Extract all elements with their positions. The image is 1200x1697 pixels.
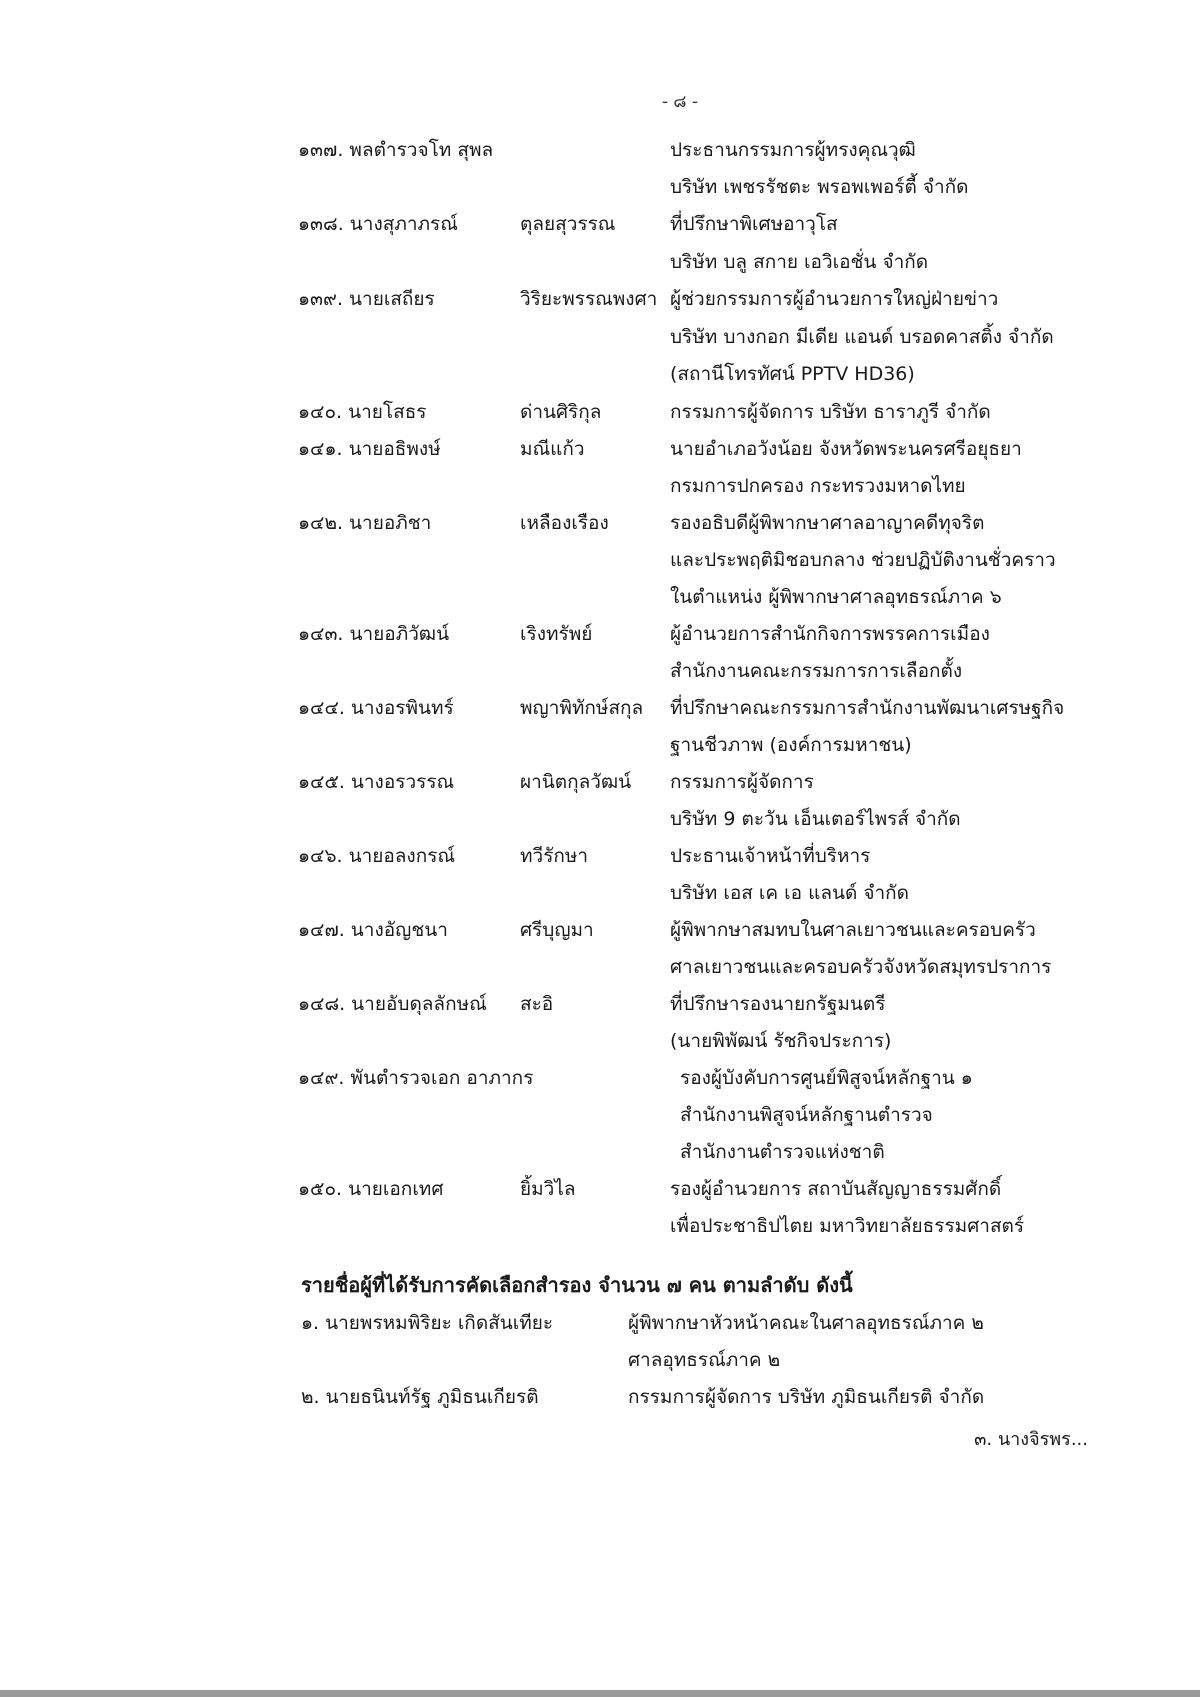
position-line: รองผู้บังคับการศูนย์พิสูจน์หลักฐาน ๑ bbox=[680, 1067, 973, 1089]
list-item-continuation bbox=[0, 355, 1200, 393]
position-line: (นายพิพัฒน์ รัชกิจประการ) bbox=[670, 1030, 892, 1052]
position-line: ที่ปรึกษารองนายกรัฐมนตรี bbox=[670, 993, 886, 1015]
person-surname: ด่านศิริกุล bbox=[520, 401, 602, 423]
continuation-marker: ๓. นางจิรพร... bbox=[974, 1429, 1088, 1450]
person-name: ๑๔๑. นายอธิพงษ์ bbox=[298, 438, 441, 460]
person-surname: พญาพิทักษ์สกุล bbox=[520, 697, 644, 719]
list-item-continuation bbox=[0, 1207, 1200, 1245]
position-line: ผู้อำนวยการสำนักกิจการพรรคการเมือง bbox=[670, 623, 990, 645]
position-line: กรรมการผู้จัดการ bbox=[670, 771, 814, 793]
person-name: ๑๔๔. นางอรพินทร์ bbox=[298, 697, 454, 719]
alternates-heading: รายชื่อผู้ที่ได้รับการคัดเลือกสำรอง จำนวน ๗ คน ตามลำดับ ดังนี้ bbox=[301, 1273, 853, 1297]
person-surname: ยิ้มวิไล bbox=[520, 1178, 576, 1200]
list-item-continuation bbox=[0, 800, 1200, 838]
position-line: บริษัท 9 ตะวัน เอ็นเตอร์ไพรส์ จำกัด bbox=[670, 808, 961, 830]
position-line: สำนักงานพิสูจน์หลักฐานตำรวจ bbox=[680, 1104, 933, 1126]
list-item-continuation bbox=[0, 1133, 1200, 1171]
person-name: ๑๔๙. พันตำรวจเอก อาภากร bbox=[298, 1067, 534, 1089]
person-surname: สะอิ bbox=[520, 993, 554, 1015]
position-line: ศาลเยาวชนและครอบครัวจังหวัดสมุทรปราการ bbox=[670, 956, 1052, 978]
position-line: ผู้ช่วยกรรมการผู้อำนวยการใหญ่ฝ่ายข่าว bbox=[670, 288, 999, 310]
position-line: บริษัท เพชรรัชตะ พรอพเพอร์ตี้ จำกัด bbox=[670, 176, 969, 198]
alternate-item bbox=[0, 1304, 1200, 1342]
person-name: ๑๕๐. นายเอกเทศ bbox=[298, 1178, 444, 1200]
position-line: กรมการปกครอง กระทรวงมหาดไทย bbox=[670, 475, 966, 497]
position-line: รองอธิบดีผู้พิพากษาศาลอาญาคดีทุจริต bbox=[670, 512, 985, 534]
person-surname: ศรีบุญมา bbox=[520, 919, 594, 941]
list-item-continuation bbox=[0, 541, 1200, 579]
list-item bbox=[0, 615, 1200, 653]
position-line: (สถานีโทรทัศน์ PPTV HD36) bbox=[670, 363, 915, 385]
position-line: ที่ปรึกษาพิเศษอาวุโส bbox=[670, 213, 838, 235]
person-name: ๑๔๓. นายอภิวัฒน์ bbox=[298, 623, 450, 645]
person-surname: เหลืองเรือง bbox=[520, 512, 609, 534]
list-item bbox=[0, 205, 1200, 243]
position-line: บริษัท บลู สกาย เอวิเอชั่น จำกัด bbox=[670, 251, 929, 273]
list-item bbox=[0, 985, 1200, 1023]
position-line: และประพฤติมิชอบกลาง ช่วยปฏิบัติงานชั่วคราว bbox=[670, 549, 1056, 571]
person-surname: ทวีรักษา bbox=[520, 845, 589, 867]
position-line: ในตำแหน่ง ผู้พิพากษาศาลอุทธรณ์ภาค ๖ bbox=[670, 586, 1002, 608]
position-line: รองผู้อำนวยการ สถาบันสัญญาธรรมศักดิ์ bbox=[670, 1178, 1002, 1200]
person-name: ๑๓๘. นางสุภาภรณ์ bbox=[298, 213, 458, 235]
person-name: ๑๔๘. นายอับดุลลักษณ์ bbox=[298, 993, 487, 1015]
list-item-continuation bbox=[0, 1022, 1200, 1060]
person-name: ๑๓๙. นายเสถียร bbox=[298, 288, 435, 310]
position-line: บริษัท บางกอก มีเดีย แอนด์ บรอดคาสติ้ง จำกัด bbox=[670, 326, 1054, 348]
person-name: ๑. นายพรหมพิริยะ เกิดสันเทียะ bbox=[301, 1312, 554, 1334]
alternate-item bbox=[0, 1378, 1200, 1416]
list-item-continuation bbox=[0, 243, 1200, 281]
person-name: ๑๔๐. นายโสธร bbox=[298, 401, 427, 423]
list-item bbox=[0, 1059, 1200, 1097]
list-item bbox=[0, 430, 1200, 468]
person-surname: ผานิตกุลวัฒน์ bbox=[520, 771, 632, 793]
person-surname: ตุลยสุวรรณ bbox=[520, 213, 616, 235]
position-line: ศาลอุทธรณ์ภาค ๒ bbox=[628, 1349, 781, 1371]
list-item-continuation bbox=[0, 467, 1200, 505]
list-item-continuation bbox=[0, 652, 1200, 690]
list-item bbox=[0, 504, 1200, 542]
list-item bbox=[0, 911, 1200, 949]
person-surname: มณีแก้ว bbox=[520, 438, 585, 460]
page-bottom-border bbox=[0, 1690, 1200, 1697]
list-item bbox=[0, 837, 1200, 875]
page-number: - ๘ - bbox=[661, 92, 699, 112]
list-item-continuation bbox=[0, 318, 1200, 356]
position-line: เพื่อประชาธิปไตย มหาวิทยาลัยธรรมศาสตร์ bbox=[670, 1215, 1025, 1237]
list-item-continuation bbox=[0, 168, 1200, 206]
list-item-continuation bbox=[0, 948, 1200, 986]
position-line: ผู้พิพากษาหัวหน้าคณะในศาลอุทธรณ์ภาค ๒ bbox=[628, 1312, 984, 1334]
list-item-continuation bbox=[0, 726, 1200, 764]
position-line: นายอำเภอวังน้อย จังหวัดพระนครศรีอยุธยา bbox=[670, 438, 1022, 460]
position-line: กรรมการผู้จัดการ บริษัท ธาราภูรี จำกัด bbox=[670, 401, 991, 423]
list-item bbox=[0, 280, 1200, 318]
list-item bbox=[0, 689, 1200, 727]
position-line: สำนักงานตำรวจแห่งชาติ bbox=[680, 1141, 885, 1163]
list-item-continuation bbox=[0, 874, 1200, 912]
position-line: บริษัท เอส เค เอ แลนด์ จำกัด bbox=[670, 882, 909, 904]
list-item-continuation bbox=[0, 578, 1200, 616]
person-surname: วิริยะพรรณพงศา bbox=[520, 288, 658, 310]
list-item-continuation bbox=[0, 1096, 1200, 1134]
position-line: กรรมการผู้จัดการ บริษัท ภูมิธนเกียรติ จำกัด bbox=[628, 1386, 985, 1408]
position-line: ที่ปรึกษาคณะกรรมการสำนักงานพัฒนาเศรษฐกิจ bbox=[670, 697, 1065, 719]
position-line: สำนักงานคณะกรรมการการเลือกตั้ง bbox=[670, 660, 963, 682]
list-item bbox=[0, 763, 1200, 801]
list-item bbox=[0, 1170, 1200, 1208]
alternate-item-continuation bbox=[0, 1341, 1200, 1379]
person-surname: เริงทรัพย์ bbox=[520, 623, 593, 645]
position-line: ประธานกรรมการผู้ทรงคุณวุฒิ bbox=[670, 139, 916, 161]
position-line: ประธานเจ้าหน้าที่บริหาร bbox=[670, 845, 871, 867]
person-name: ๑๓๗. พลตำรวจโท สุพล bbox=[298, 139, 494, 161]
person-name: ๑๔๒. นายอภิชา bbox=[298, 512, 432, 534]
person-name: ๑๔๗. นางอัญชนา bbox=[298, 919, 448, 941]
person-name: ๑๔๕. นางอรวรรณ bbox=[298, 771, 455, 793]
person-name: ๑๔๖. นายอลงกรณ์ bbox=[298, 845, 456, 867]
list-item bbox=[0, 393, 1200, 431]
list-item bbox=[0, 131, 1200, 169]
position-line: ผู้พิพากษาสมทบในศาลเยาวชนและครอบครัว bbox=[670, 919, 1036, 941]
position-line: ฐานชีวภาพ (องค์การมหาชน) bbox=[670, 734, 912, 756]
person-name: ๒. นายธนินท์รัฐ ภูมิธนเกียรติ bbox=[301, 1386, 539, 1408]
